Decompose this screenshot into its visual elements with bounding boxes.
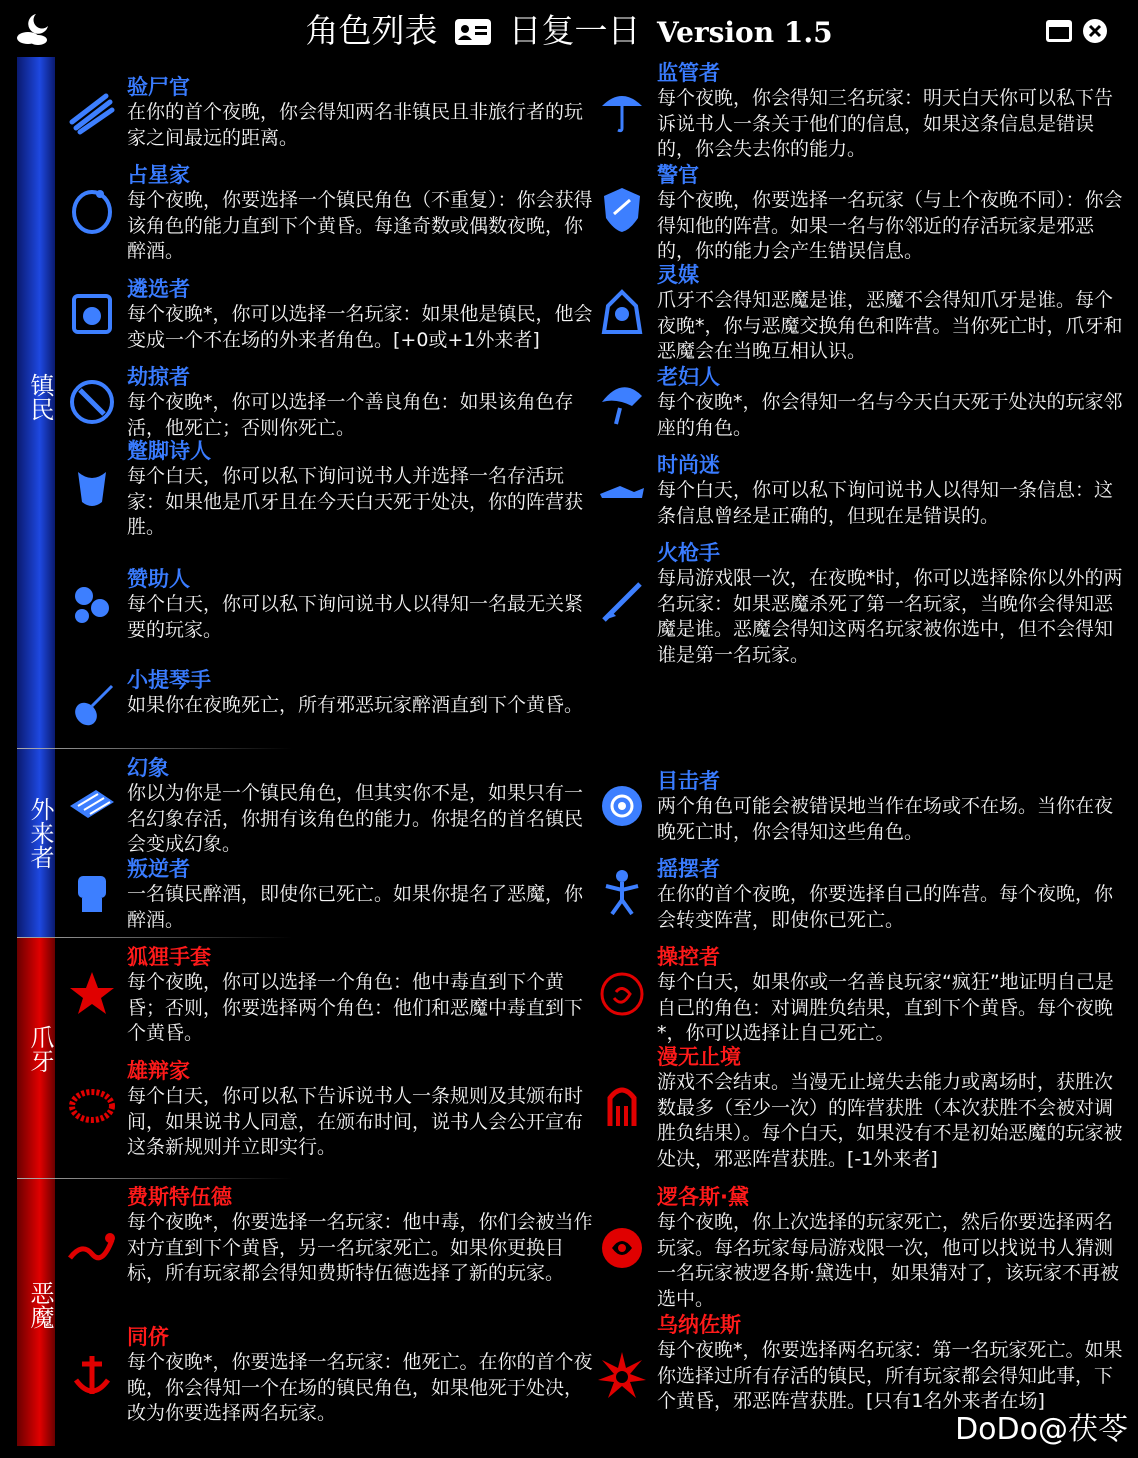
role-name: 逻各斯·黛	[657, 1185, 749, 1209]
role-desc: 每个白天，你可以私下询问说书人以得知一名最无关紧要的玩家。	[127, 593, 584, 641]
role-card[interactable]	[127, 667, 597, 719]
role-card[interactable]	[127, 755, 597, 858]
role-name: 遴选者	[127, 277, 190, 301]
role-desc: 每个夜晚*，你要选择一名玩家：他死亡。在你的首个夜晚，你会得知一个在场的镇民角色，如果他死于处决，改为你要选择两名玩家。	[127, 1351, 593, 1424]
role-name: 占星家	[127, 163, 190, 187]
minimize-button[interactable]	[1045, 19, 1073, 47]
endless-gate-icon	[596, 1080, 648, 1132]
role-name: 赞助人	[127, 567, 190, 591]
id-card-icon	[454, 18, 492, 46]
role-desc: 每个夜晚*，你会得知一名与今天白天死于处决的玩家邻座的角色。	[657, 391, 1123, 439]
role-desc: 每个白天，你可以私下询问说书人并选择一名存活玩家：如果他是爪牙且在今天白天死于处决，你的阵营获胜。	[127, 465, 584, 538]
close-icon	[1082, 18, 1108, 44]
crawling-serpent-icon	[66, 1222, 118, 1274]
role-name: 目击者	[657, 769, 720, 793]
coroner-tools-icon	[66, 86, 118, 138]
role-card[interactable]	[657, 1184, 1127, 1312]
role-card[interactable]	[127, 438, 597, 541]
violin-icon	[66, 680, 118, 732]
role-name: 摇摆者	[657, 857, 720, 881]
role-desc: 每个白天，你可以私下告诉说书人一条规则及其颁布时间，如果说书人同意，在颁布时间，说书人会公开宣布这条新规则并立即实行。	[127, 1085, 584, 1158]
raised-fist-icon	[66, 866, 118, 918]
role-desc: 每个夜晚*，你可以选择一名玩家：如果他是镇民，他会变成一个不在场的外来者角色。[+0或+1外来者]	[127, 303, 593, 351]
role-name: 乌纳佐斯	[657, 1313, 741, 1337]
role-desc: 每个夜晚*，你要选择两名玩家：第一名玩家死亡。如果你选择过所有存活的镇民，所有玩家都会得知此事，下个黄昏，邪恶阵营获胜。[只有1名外来者在场]	[657, 1339, 1123, 1412]
role-card[interactable]	[657, 1312, 1127, 1415]
section-divider	[17, 748, 292, 749]
role-desc: 每个夜晚*，你可以选择一个善良角色：如果该角色存活，他死亡；否则你死亡。	[127, 391, 574, 439]
role-name: 验尸官	[127, 75, 190, 99]
version-label: Version 1.5	[656, 16, 833, 49]
role-card[interactable]	[127, 944, 597, 1047]
role-card[interactable]	[127, 74, 597, 151]
old-woman-bonnet-icon	[596, 376, 648, 428]
medium-idol-icon	[596, 288, 648, 340]
role-name: 蹩脚诗人	[127, 439, 211, 463]
role-card[interactable]	[127, 1058, 597, 1161]
role-desc: 如果你在夜晚死亡，所有邪恶玩家醉酒直到下个黄昏。	[127, 694, 584, 716]
role-desc: 每个白天，你可以私下询问说书人以得知一条信息：这条信息曾经是正确的，但现在是错误的。	[657, 479, 1114, 527]
section-townsfolk: 镇民	[26, 373, 54, 421]
role-desc: 每个白天，如果你或一名善良玩家“疯狂”地证明自己是自己的角色：对调胜负结果，直到下个黄昏。每个夜晚*，你可以选择让自己死亡。	[657, 971, 1114, 1044]
fashion-shoe-icon	[596, 464, 648, 516]
header	[0, 0, 1138, 60]
role-card[interactable]	[657, 944, 1127, 1047]
role-name: 小提琴手	[127, 668, 211, 692]
patron-coins-icon	[66, 578, 118, 630]
role-card[interactable]	[127, 1324, 597, 1427]
role-desc: 在你的首个夜晚，你会得知两名非镇民且非旅行者的玩家之间最远的距离。	[127, 101, 584, 149]
role-card[interactable]	[657, 364, 1127, 441]
section-divider	[17, 1178, 292, 1179]
role-name: 雄辩家	[127, 1059, 190, 1083]
role-name: 老妇人	[657, 365, 720, 389]
role-card[interactable]	[127, 276, 597, 353]
role-desc: 游戏不会结束。当漫无止境失去能力或离场时，获胜次数最多（至少一次）的阵营获胜（本次获胜不会被对调胜负结果）。每个白天，如果没有不是初始恶魔的玩家被处决，邪恶阵营获胜。[-1外来者]	[657, 1071, 1123, 1170]
umbrella-icon	[596, 84, 648, 136]
role-name: 火枪手	[657, 541, 720, 565]
role-card[interactable]	[657, 768, 1127, 845]
page-title	[0, 9, 1138, 55]
orator-ring-icon	[66, 1080, 118, 1132]
close-button[interactable]	[1082, 18, 1108, 48]
role-card[interactable]	[657, 540, 1127, 668]
role-desc: 爪牙不会得知恶魔是谁，恶魔不会得知爪牙是谁。每个夜晚*，你与恶魔交换角色和阵营。当你死亡时，爪牙和恶魔会在当晚互相认识。	[657, 289, 1123, 362]
foxglove-flower-icon	[66, 968, 118, 1020]
raider-hook-icon	[66, 376, 118, 428]
role-desc: 每个夜晚，你会得知三名玩家：明天白天你可以私下告诉说书人一条关于他们的信息，如果这条信息是错误的，你会失去你的能力。	[657, 87, 1114, 160]
role-desc: 两个角色可能会被错误地当作在场或不在场。当你在夜晚死亡时，你会得知这些角色。	[657, 795, 1114, 843]
role-card[interactable]	[657, 162, 1127, 265]
role-name: 费斯特伍德	[127, 1185, 232, 1209]
role-name: 操控者	[657, 945, 720, 969]
script-name: 日复一日	[508, 11, 641, 50]
role-desc: 你以为你是一个镇民角色，但其实你不是，如果只有一名幻象存活，你拥有该角色的能力。你提名的首名镇民会变成幻象。	[127, 782, 584, 855]
role-card[interactable]	[127, 1184, 597, 1287]
section-minion: 爪牙	[26, 1025, 54, 1073]
role-name: 监管者	[657, 61, 720, 85]
role-desc: 每个夜晚*，你要选择一名玩家：他中毒，你们会被当作对方直到下个黄昏，另一名玩家死亡。如果你更换目标，所有玩家都会得知费斯特伍德选择了新的玩家。	[127, 1211, 593, 1284]
role-card[interactable]	[657, 452, 1127, 529]
section-demon: 恶魔	[26, 1281, 54, 1329]
role-card[interactable]	[127, 162, 597, 265]
role-desc: 在你的首个夜晚，你要选择自己的阵营。每个夜晚，你会转变阵营，即使你已死亡。	[657, 883, 1114, 931]
demon-band	[17, 938, 55, 1446]
role-desc: 每个夜晚，你要选择一个镇民角色（不重复）：你会获得该角色的能力直到下个黄昏。每逢奇数或偶数夜晚，你醉酒。	[127, 189, 593, 262]
role-card[interactable]	[657, 856, 1127, 933]
title-text: 角色列表	[305, 11, 438, 50]
unazoth-star-icon	[596, 1350, 648, 1402]
role-name: 漫无止境	[657, 1045, 741, 1069]
role-name: 灵媒	[657, 263, 699, 287]
role-name: 狐狸手套	[127, 945, 211, 969]
role-card[interactable]	[127, 566, 597, 643]
role-desc: 每个夜晚，你要选择一名玩家（与上个夜晚不同）：你会得知他的阵营。如果一名与你邻近的存活玩家是邪恶的，你的能力会产生错误信息。	[657, 189, 1123, 262]
piano-keys-icon	[66, 780, 118, 832]
role-name: 幻象	[127, 756, 169, 780]
window-icon	[1045, 19, 1073, 43]
role-card[interactable]	[657, 60, 1127, 163]
watermark: DoDo@茯苓	[955, 1412, 1128, 1447]
section-divider	[17, 937, 292, 938]
role-name: 同侪	[127, 1325, 169, 1349]
role-name: 劫掠者	[127, 365, 190, 389]
window-controls	[1041, 18, 1108, 48]
role-card[interactable]	[127, 856, 597, 933]
role-card[interactable]	[127, 364, 597, 441]
role-name: 警官	[657, 163, 699, 187]
selection-box-icon	[66, 288, 118, 340]
role-card[interactable]	[657, 262, 1127, 365]
role-name: 叛逆者	[127, 857, 190, 881]
role-name: 时尚迷	[657, 453, 720, 477]
bard-mask-icon	[66, 462, 118, 514]
role-desc: 每个夜晚，你可以选择一个角色：他中毒直到下个黄昏；否则，你要选择两个角色：他们和恶魔中毒直到下个黄昏。	[127, 971, 584, 1044]
dancer-figure-icon	[596, 866, 648, 918]
logos-sigil-icon	[596, 1222, 648, 1274]
police-badge-icon	[596, 184, 648, 236]
peer-anchor-icon	[66, 1350, 118, 1402]
astrology-ring-icon	[66, 184, 118, 236]
manipulator-swirl-icon	[596, 968, 648, 1020]
eye-spiral-icon	[596, 780, 648, 832]
musket-icon	[596, 576, 648, 628]
role-desc: 每局游戏限一次，在夜晚*时，你可以选择除你以外的两名玩家：如果恶魔杀死了第一名玩家，当晚你会得知恶魔是谁。恶魔会得知这两名玩家被你选中，但不会得知谁是第一名玩家。	[657, 567, 1123, 666]
role-card[interactable]	[657, 1044, 1127, 1172]
role-desc: 每个夜晚，你上次选择的玩家死亡，然后你要选择两名玩家。每名玩家每局游戏限一次，他可以找说书人猜测一名玩家被逻各斯·黛选中，如果猜对了，该玩家不再被选中。	[657, 1211, 1120, 1310]
section-outsider: 外来者	[26, 797, 54, 869]
role-desc: 一名镇民醉酒，即使你已死亡。如果你提名了恶魔，你醉酒。	[127, 883, 584, 931]
